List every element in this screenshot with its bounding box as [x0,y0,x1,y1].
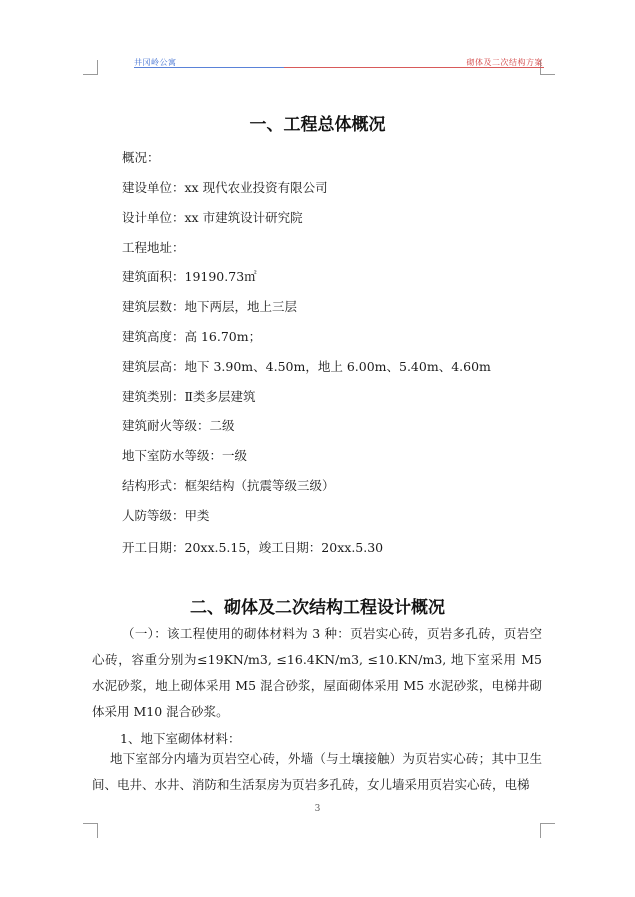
overview-line: 概况： [122,150,160,165]
overview-line: 建筑面积：19190.73㎡ [122,269,257,284]
header-rule-blue [134,67,284,68]
overview-line: 建筑耐火等级：二级 [122,418,235,433]
overview-line: 开工日期：20xx.5.15，竣工日期：20xx.5.30 [122,540,384,555]
overview-line: 建筑高度：高 16.70m； [122,329,262,344]
crop-mark-bottom-left [83,823,98,838]
overview-line: 人防等级：甲类 [122,508,210,523]
overview-line: 建筑层高：地下 3.90m、4.50m，地上 6.00m、5.40m、4.60m [122,359,491,374]
crop-mark-bottom-right [540,823,555,838]
section-2-title: 二、砌体及二次结构工程设计概况 [190,598,445,618]
overview-line: 工程地址： [122,240,185,255]
overview-line: 地下室防水等级：一级 [122,448,248,463]
subheading-basement-materials: 1、地下室砌体材料： [120,731,241,746]
section-1-title: 一、工程总体概况 [249,115,386,135]
overview-line: 建筑层数：地下两层，地上三层 [122,299,298,314]
header-left-text: 井冈岭公寓 [134,58,177,67]
overview-line: 设计单位：xx 市建筑设计研究院 [122,210,303,225]
page-number: 3 [314,804,321,814]
crop-mark-top-left [83,60,98,75]
overview-line: 建设单位：xx 现代农业投资有限公司 [122,180,328,195]
overview-line: 结构形式：框架结构（抗震等级三级） [122,478,335,493]
header-right-text: 砌体及二次结构方案 [466,58,543,67]
paragraph-materials: （一）：该工程使用的砌体材料为 3 种：页岩实心砖，页岩多孔砖，页岩空心砖，容重分别为≤19KN/m3, ≤16.4KN/m3, ≤10.KN/m3, 地下室采用 M5 水泥砂浆，地上砌体采用 M5 混合砂浆，屋面砌体采用 M5 水泥砂浆，电梯井砌体采用 M10 混合砂浆。 [92,626,542,719]
paragraph-basement: 地下室部分内墙为页岩空心砖，外墙（与土壤接触）为页岩实心砖；其中卫生间、电井、水井、消防和生活泵房为页岩多孔砖，女儿墙采用页岩实心砖，电梯 [92,751,542,792]
header-rule-red [284,67,544,68]
overview-line: 建筑类别：Ⅱ类多层建筑 [122,389,256,404]
